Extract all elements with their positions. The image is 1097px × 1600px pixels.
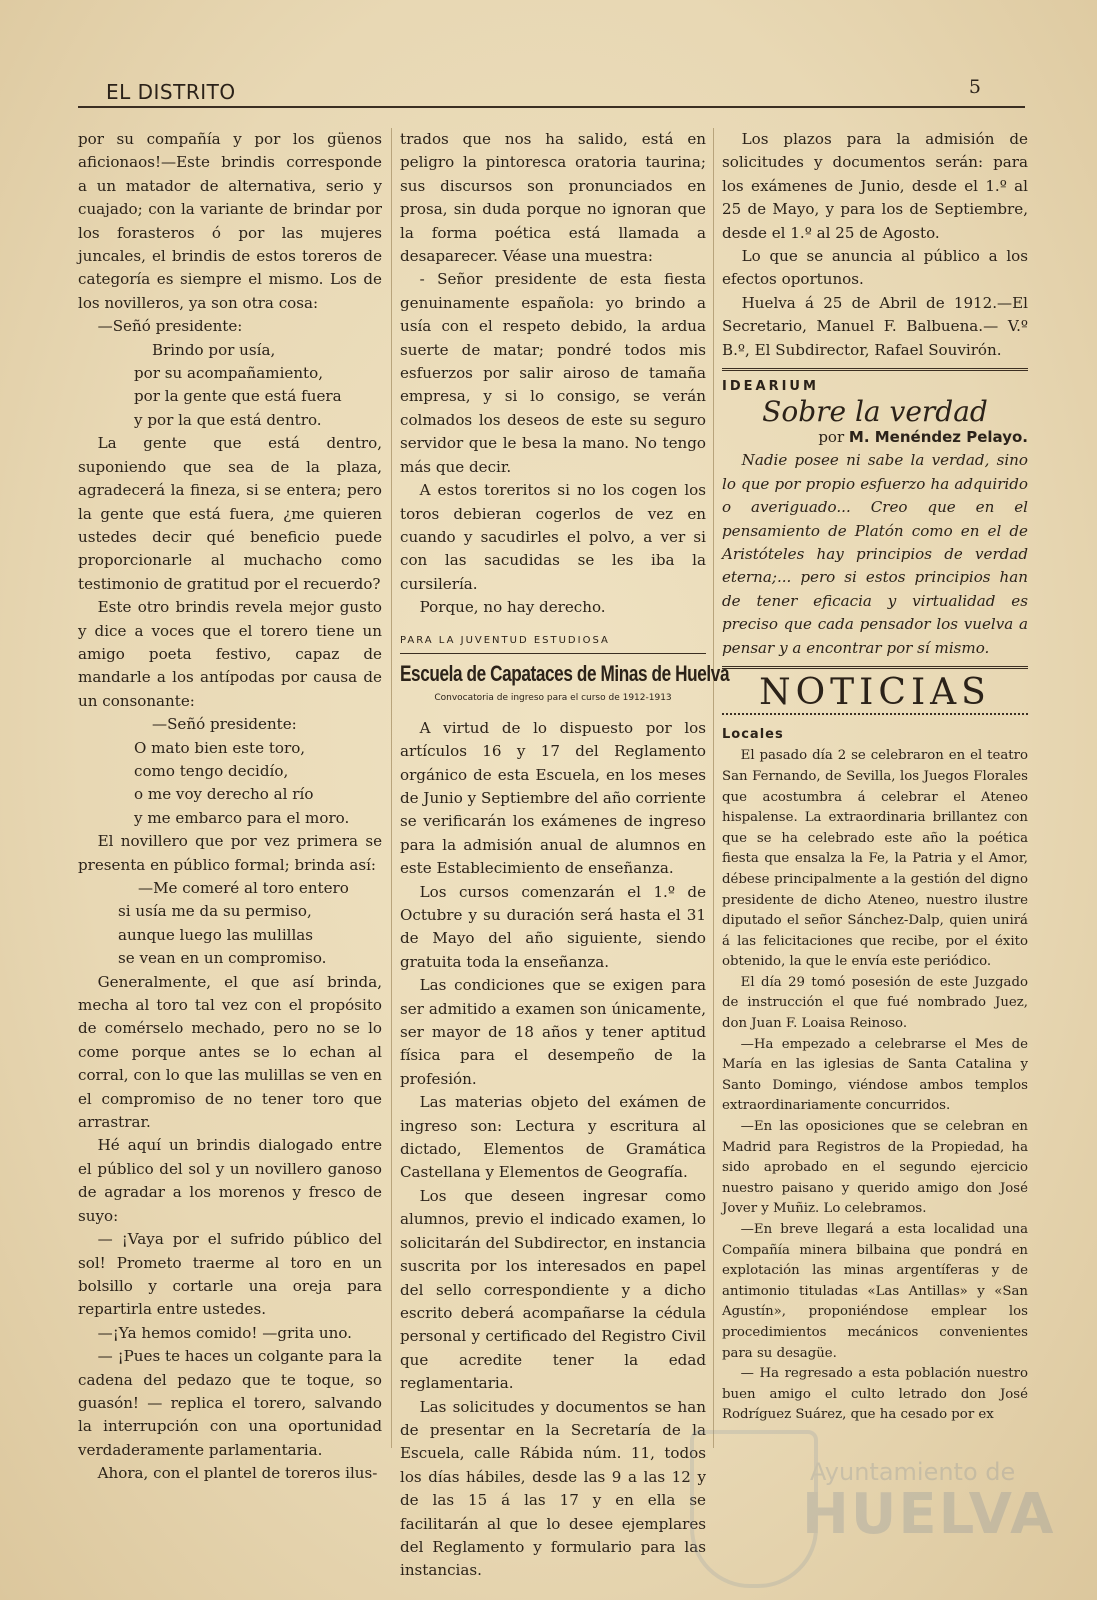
column-divider	[713, 128, 714, 1448]
section-rule	[722, 368, 1028, 371]
verse-line: aunque luego las mulillas	[118, 925, 314, 944]
news-item: —En las oposiciones que se celebran en Madrid para Registros de la Propiedad, ha sido aprobado en el segundo ejercicio nuestro paisano y querido amigo don José Jover y Muñiz. Lo celebramos.	[722, 1119, 1028, 1217]
byline-prefix: por	[818, 427, 845, 446]
paragraph: A estos toreritos si no los cogen los toros debieran cogerlos de vez en cuando y sacudirles el polvo, a ver si con las sacudidas se les iba la cursilería.	[400, 481, 706, 593]
verse-line: por su acompañamiento,	[134, 364, 324, 383]
news-item: El día 29 tomó posesión de este Juzgado de instrucción el que fué nombrado Juez, don Juan F. Loaisa Reinoso.	[722, 974, 1028, 1032]
section-rule	[722, 666, 1028, 669]
essay-byline	[722, 426, 1028, 449]
paragraph: Los cursos comenzarán el 1.º de Octubre y su duración será hasta el 31 de Mayo del año siguiente, siendo gratuita toda la enseñanza.	[400, 882, 706, 971]
page-number: 5	[968, 76, 981, 98]
column-3	[722, 128, 1028, 1426]
paragraph: Las materias objeto del exámen de ingreso son: Lectura y escritura al dictado, Elementos de Gramática Castellana y Elementos de Geografía.	[400, 1093, 706, 1182]
paragraph: Los que deseen ingresar como alumnos, previo el indicado examen, lo solicitarán del Subdirector, en instancia suscrita por los interesados en papel del sello correspondiente y a dicho escrito deberá acompañarse la cédula personal y certificado del Registro Civil que acredite tener la edad reglamentaria.	[400, 1186, 706, 1393]
paragraph: La gente que está dentro, suponiendo que sea de la plaza, agradecerá la fineza, si se entera; pero la gente que está fuera, ¿me quieren ustedes decir qué beneficio puede proporcionarle al muchacho como testimonio de gratitud por el recuerdo?	[78, 434, 382, 593]
news-items	[722, 746, 1028, 1426]
paragraph: Huelva á 25 de Abril de 1912.—El Secretario, Manuel F. Balbuena.— V.º B.º, El Subdirector, Rafael Souvirón.	[722, 293, 1028, 359]
author-name: M. Menéndez Pelayo.	[848, 427, 1028, 446]
newspaper-title: EL DISTRITO	[106, 80, 236, 104]
section-label: IDEARIUM	[722, 379, 819, 395]
paragraph: Lo que se anuncia al público a los efectos oportunos.	[722, 247, 1028, 289]
paragraph: El novillero que por vez primera se presenta en público formal; brinda así:	[78, 832, 382, 874]
paragraph: Los plazos para la admisión de solicitudes y documentos serán: para los exámenes de Junio, desde el 1.º al 25 de Mayo, y para los de Septiembre, desde el 1.º al 25 de Agosto.	[722, 130, 1028, 242]
page-header	[78, 74, 1025, 104]
essay-quote: Nadie posee ni sabe la verdad, sino lo que por propio esfuerzo ha adquirido o averiguado... Creo que en el pensamiento de Platón como en el de Aristóteles hay principios de verdad eterna;... pero si estos principios han de tener eficacia y virtualidad es preciso que cada pensador los vuelva a pensar y a encontrar por sí mismo.	[722, 451, 1028, 657]
watermark-line2: HUELVA	[802, 1482, 1056, 1547]
verse-intro: —Me comeré al toro entero	[138, 879, 349, 897]
news-item: — Ha regresado a esta población nuestro buen amigo el culto letrado don José Rodríguez Suárez, que ha cesado por ex	[722, 1366, 1028, 1423]
archive-watermark	[690, 1420, 1056, 1590]
verse-line: por la gente que está fuera	[134, 387, 342, 406]
paragraph: por su compañía y por los güenos aficionaos!—Este brindis corresponde a un matador de alternativa, serio y cuajado; con la variante de brindar por los forasteros ó por las mujeres juncales, el brindis de estos toreros de categoría es siempre el mismo. Los de los novilleros, ya son otra cosa:	[78, 130, 382, 312]
locales-subheading: Locales	[722, 726, 784, 742]
header-rule	[78, 106, 1025, 108]
column-2	[400, 128, 730, 1583]
verse-intro: —Señó presidente:	[152, 715, 297, 734]
verse-line: Brindo por usía,	[152, 340, 276, 359]
verse-line: y me embarco para el moro.	[134, 808, 350, 827]
paragraph: Las condiciones que se exigen para ser admitido a examen son únicamente, ser mayor de 18 años y tener aptitud física para el desempeño de la profesión.	[400, 976, 706, 1088]
article-headline: Escuela de Capataces de Minas de Huelva	[400, 660, 730, 686]
paragraph: trados que nos ha salido, está en peligro la pintoresca oratoria taurina; sus discursos son pronunciados en prosa, sin duda porque no ignoran que la forma poética está llamada a desaparecer. Véase una muestra:	[400, 130, 706, 266]
paragraph: A virtud de lo dispuesto por los artículos 16 y 17 del Reglamento orgánico de esta Escuela, en los meses de Junio y Septiembre del año corriente se verificarán los exámenes de ingreso para la admisión anual de alumnos en este Establecimiento de enseñanza.	[400, 718, 706, 878]
verse-line: se vean en un compromiso.	[118, 949, 327, 968]
paragraph: Ahora, con el plantel de toreros ilus-	[97, 1464, 378, 1483]
verse-line: o me voy derecho al río	[134, 785, 314, 804]
paragraph: Hé aquí un brindis dialogado entre el público del sol y un novillero ganoso de agradar a los morenos y fresco de suyo:	[78, 1136, 382, 1225]
coat-of-arms-icon	[690, 1430, 818, 1588]
watermark-line1: Ayuntamiento de	[810, 1458, 1016, 1486]
paragraph: - Señor presidente de esta fiesta genuinamente española: yo brindo a usía con el respeto debido, la ardua suerte de matar; pondré todos mis esfuerzos por salir airoso de tamaña empresa, y si lo consigo, se verán colmados los deseos de este su seguro servidor que le besa la mano. No tengo más que decir.	[400, 270, 706, 476]
paragraph: Porque, no hay derecho.	[419, 598, 606, 617]
paragraph: —¡Ya hemos comido! —grita uno.	[97, 1323, 352, 1342]
column-1	[78, 128, 382, 1486]
news-item: El pasado día 2 se celebraron en el teatro San Fernando, de Sevilla, los Juegos Florales que acostumbra á celebrar el Ateneo hispalense. La extraordinaria brillantez con que se ha celebrado este año la poética fiesta que ensalza la Fe, la Patria y el Amor, débese principalmente a la gestión del digno presidente de dicho Ateneo, nuestro ilustre diputado el señor Sánchez-Dalp, quien unirá á las felicitaciones que recibe, por el éxito obtenido, la que le envía este periódico.	[722, 748, 1028, 970]
verse-line: y por la que está dentro.	[134, 410, 322, 429]
paragraph: — ¡Vaya por el sufrido público del sol! Prometo traerme al toro en un bolsillo y cortarle una oreja para repartirla entre ustedes.	[78, 1230, 382, 1319]
verse-line: como tengo decidío,	[134, 761, 289, 780]
verse-line: si usía me da su permiso,	[118, 902, 312, 921]
paragraph: Las solicitudes y documentos se han de presentar en la Secretaría de la Escuela, calle Rábida núm. 11, todos los días hábiles, desde las 9 a las 12 y de las 15 á las 17 y en ella se facilitarán al que lo desee ejemplares del Reglamento y formulario para las instancias.	[400, 1397, 706, 1580]
news-item: —Ha empezado a celebrarse el Mes de María en las iglesias de Santa Catalina y Santo Domingo, viéndose ambos templos extraordinariamente concurridos.	[722, 1036, 1028, 1114]
news-item: —En breve llegará a esta localidad una Compañía minera bilbaina que pondrá en explotación las minas argentíferas y de antimonio tituladas «Las Antillas» y «San Agustín», proponiéndose emplear los procedimientos mecánicos convenientes para su desagüe.	[722, 1222, 1028, 1361]
paragraph: Este otro brindis revela mejor gusto y dice a voces que el torero tiene un amigo poeta festivo, capaz de mandarle a los antípodas por causa de un consonante:	[78, 598, 382, 710]
paragraph: — ¡Pues te haces un colgante para la cadena del pedazo que te toque, so guasón! — replica el torero, salvando la interrupción con una oportunidad verdaderamente parlamentaria.	[78, 1347, 382, 1459]
verse-intro: —Señó presidente:	[97, 317, 243, 336]
noticias-heading: NOTICIAS	[722, 673, 1028, 715]
column-divider	[391, 128, 392, 1448]
article-subheadline: Convocatoria de ingreso para el curso de 1912-1913	[434, 693, 672, 704]
section-kicker: PARA LA JUVENTUD ESTUDIOSA	[400, 626, 706, 654]
essay-title: Sobre la verdad	[762, 395, 988, 429]
verse-line: O mato bien este toro,	[134, 738, 306, 757]
paragraph: Generalmente, el que así brinda, mecha al toro tal vez con el propósito de comérselo mechado, pero no se lo come porque antes se lo echan al corral, con lo que las mulillas se ven en el compromiso de no tener toro que arrastrar.	[78, 972, 382, 1132]
